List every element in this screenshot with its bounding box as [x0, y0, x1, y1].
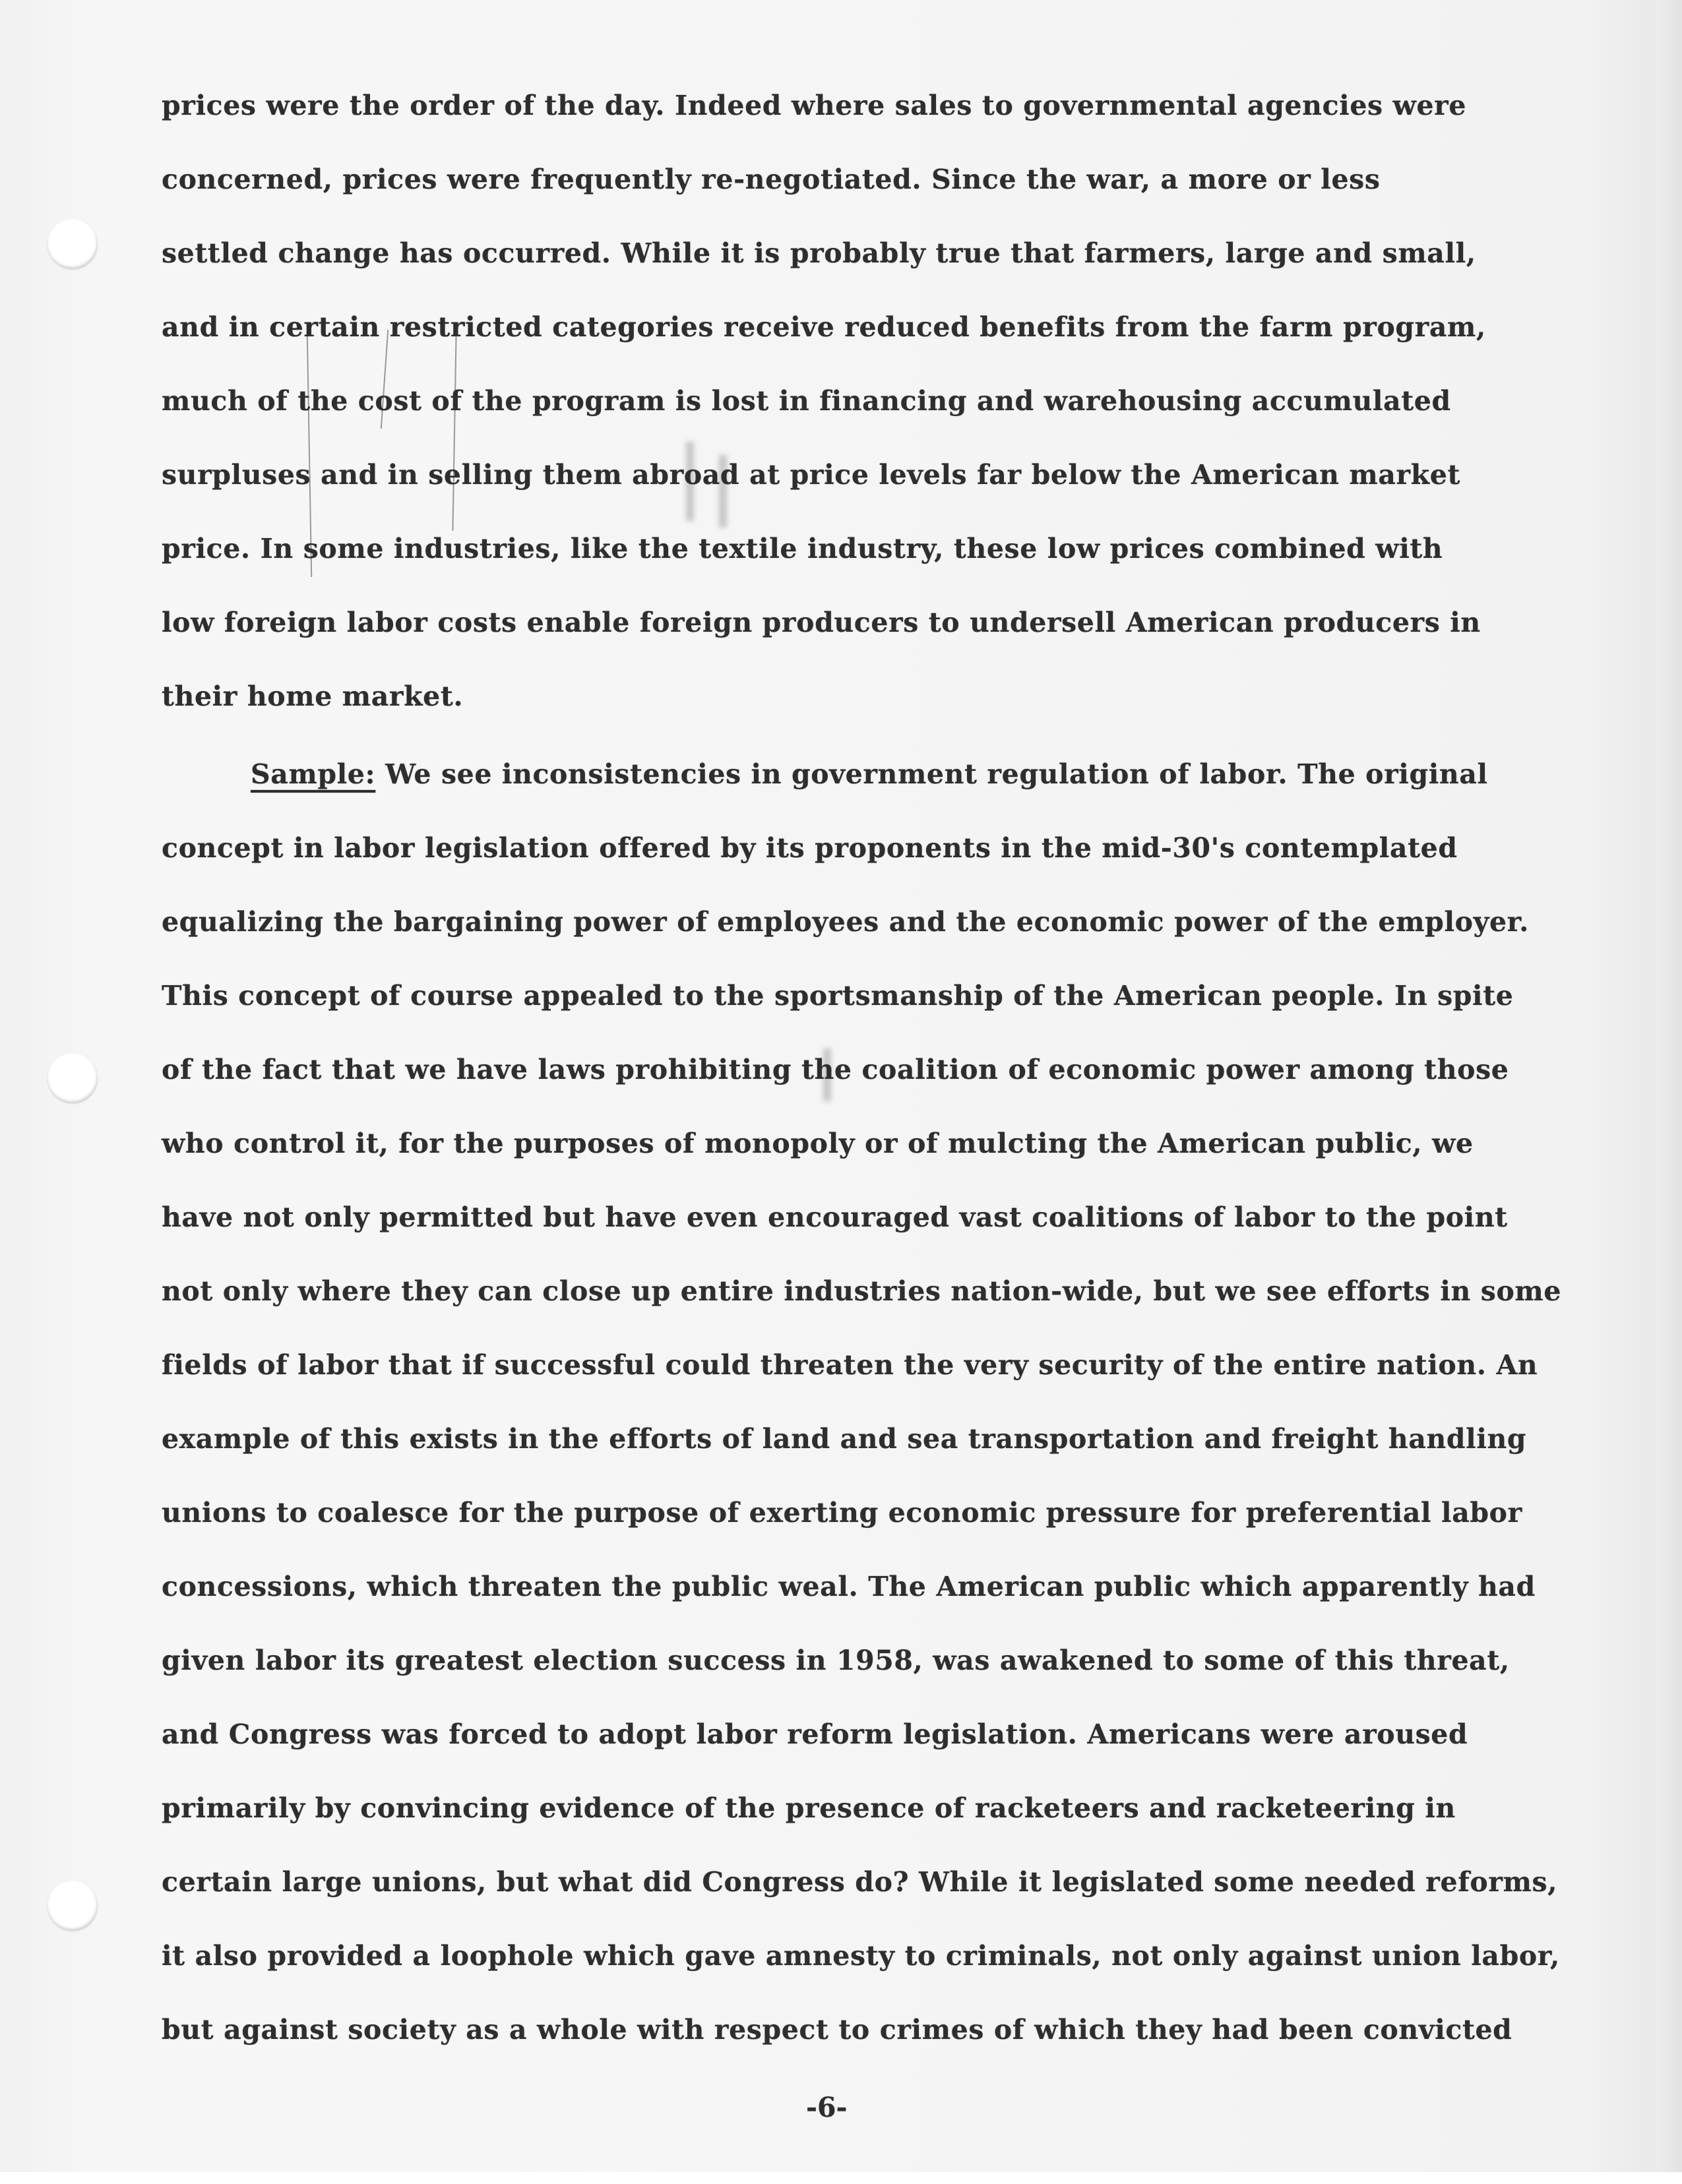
punch-hole-top [47, 219, 98, 269]
text-line: concessions, which threaten the public weal. The American public which apparently had [162, 1571, 1536, 1602]
text-line-rest: We see inconsistencies in government regulation of labor. The original [375, 758, 1488, 790]
text-line: prices were the order of the day. Indeed where sales to governmental agencies were [162, 90, 1467, 121]
text-line: but against society as a whole with respect to crimes of which they had been convicted [162, 2014, 1512, 2046]
text-line: example of this exists in the efforts of land and sea transportation and freight handling [162, 1423, 1527, 1455]
text-line: not only where they can close up entire industries nation-wide, but we see efforts in some [162, 1275, 1562, 1307]
text-line: and in certain restricted categories receive reduced benefits from the farm program, [162, 311, 1486, 343]
text-line: price. In some industries, like the textile industry, these low prices combined with [162, 533, 1443, 564]
page-edge-shadow [1656, 0, 1682, 2184]
punch-hole-bottom [47, 1881, 98, 1931]
text-line: it also provided a loophole which gave amnesty to criminals, not only against union labor, [162, 1940, 1560, 1972]
text-line: This concept of course appealed to the sportsmanship of the American people. In spite [162, 980, 1514, 1012]
text-line: of the fact that we have laws prohibiting the coalition of economic power among those [162, 1054, 1509, 1085]
text-line: who control it, for the purposes of monopoly or of mulcting the American public, we [162, 1128, 1474, 1159]
text-line: certain large unions, but what did Congress do? While it legislated some needed reforms, [162, 1866, 1558, 1898]
text-line: surpluses and in selling them abroad at price levels far below the American market [162, 459, 1460, 491]
text-line [251, 758, 1488, 790]
text-line: have not only permitted but have even encouraged vast coalitions of labor to the point [162, 1201, 1508, 1233]
text-line: unions to coalesce for the purpose of exerting economic pressure for preferential labor [162, 1497, 1522, 1529]
sample-label: Sample: [251, 758, 376, 790]
text-line: much of the cost of the program is lost in financing and warehousing accumulated [162, 385, 1451, 417]
text-line: concerned, prices were frequently re-negotiated. Since the war, a more or less [162, 164, 1381, 195]
text-line: equalizing the bargaining power of employees and the economic power of the employer. [162, 906, 1529, 938]
text-line: given labor its greatest election success in 1958, was awakened to some of this threat, [162, 1645, 1510, 1676]
text-line: concept in labor legislation offered by its proponents in the mid-30's contemplated [162, 832, 1458, 864]
page-number: -6- [806, 2092, 848, 2123]
text-line: settled change has occurred. While it is probably true that farmers, large and small, [162, 237, 1476, 269]
text-line: primarily by convincing evidence of the presence of racketeers and racketeering in [162, 1792, 1456, 1824]
punch-hole-middle [47, 1053, 98, 1103]
text-line: their home market. [162, 681, 464, 712]
text-line: fields of labor that if successful could threaten the very security of the entire nation. An [162, 1349, 1538, 1381]
text-line: and Congress was forced to adopt labor reform legislation. Americans were aroused [162, 1718, 1468, 1750]
page-bottom-edge [0, 2172, 1682, 2184]
pencil-mark [452, 333, 456, 531]
text-line: low foreign labor costs enable foreign producers to undersell American producers in [162, 607, 1481, 638]
